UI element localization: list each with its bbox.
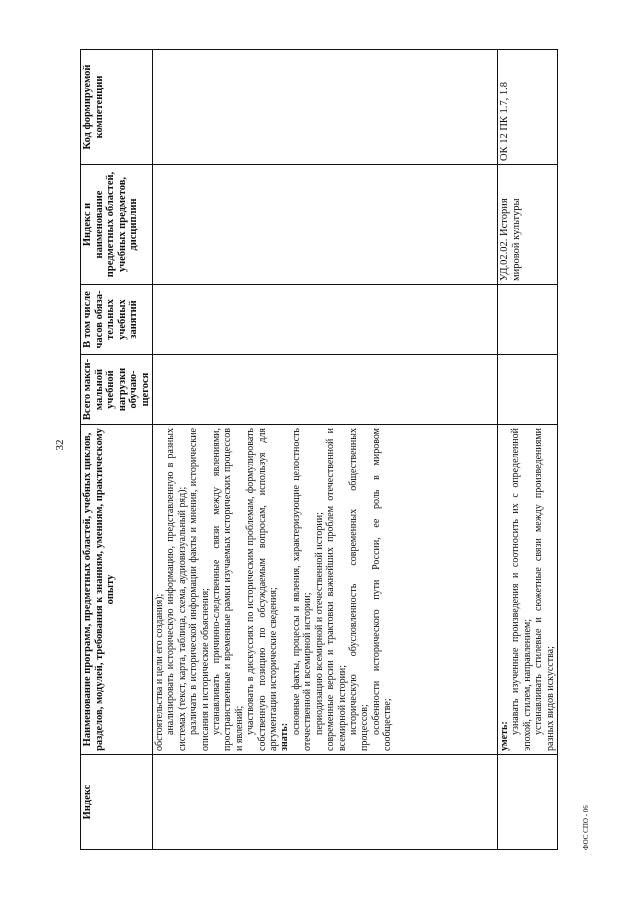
table-header-row [81, 50, 153, 850]
header-competence-code: Код формируемой компетенции [81, 50, 153, 165]
competence-table [80, 49, 558, 850]
requirement-line: современные версии и трактовки важнейших проблем отечественной и всемирной истории; [325, 428, 348, 751]
header-name: Наименование программ, предметных областей, учебных циклов, разделов, модулей, требования к знаниям, умениям, практическому опыту [81, 425, 153, 755]
cell-code [153, 50, 498, 165]
requirement-line: участвовать в дискуссиях по историческим проблемам, формулировать собственную позицию по обсуждаемым вопросам, используя для аргументации исторические сведения; [245, 428, 280, 751]
header-including-hours: В том числе часов обяза-тельных учебных занятий [81, 285, 153, 355]
cell-requirements [153, 425, 498, 755]
cell-including-hours [153, 285, 498, 355]
table-row [153, 50, 498, 850]
cell-max-load [153, 355, 498, 425]
footer-code: ФОС СПО - 06 [582, 805, 590, 850]
cell-max-load [498, 355, 558, 425]
cell-index [153, 755, 498, 850]
requirement-line: устанавливать стилевые и сюжетные связи между произведениями разных видов искусства; [533, 428, 556, 751]
requirement-line: основные факты, процессы и явления, характеризующие целостность отечественной и всемирной истории; [290, 428, 314, 751]
cell-index [498, 755, 558, 850]
section-label-know: знать: [279, 722, 291, 751]
rotated-table-sheet [80, 50, 585, 850]
requirement-line: анализировать историческую информацию, представленную в разных системах (текст, карта, таблица, схема, аудиовизуальный ряд); [165, 428, 188, 751]
cell-code: ОК 12 ПК 1.7, 1.8 [498, 50, 558, 165]
requirement-line: особенности исторического пути России, ее роль в мировом сообществе; [370, 428, 394, 751]
page-number: 32 [54, 439, 66, 451]
header-max-load: Всего макси-мальной учебной нагрузки обучаю-щегося [81, 355, 153, 425]
cell-including-hours [498, 285, 558, 355]
cell-discipline: УД.02.02. История мировой культуры [498, 165, 558, 285]
requirement-line: различать в исторической информации факты и мнения, исторические описания и исторические объяснения; [188, 428, 211, 751]
header-discipline-index: Индекс и наименование предметных областей, учебных предметов, дисциплин [81, 165, 153, 285]
section-label-able: уметь: [499, 721, 510, 751]
requirement-line: устанавливать причинно-следственные связи между явлениями, пространственные и временные рамки изучаемых исторических процессов и явлений; [211, 428, 245, 751]
requirement-line: историческую обусловленность современных общественных процессов; [347, 428, 371, 751]
requirement-line: узнавать изученные произведения и соотносить их с определенной эпохой, стилем, направлением; [510, 428, 533, 751]
cell-discipline [153, 165, 498, 285]
cell-requirements [498, 425, 558, 755]
requirement-line: периодизацию всемирной и отечественной истории; [313, 512, 325, 735]
header-index: Индекс [81, 755, 153, 850]
requirement-line: обстоятельства и цели его создания); [154, 593, 165, 751]
table-row [498, 50, 558, 850]
